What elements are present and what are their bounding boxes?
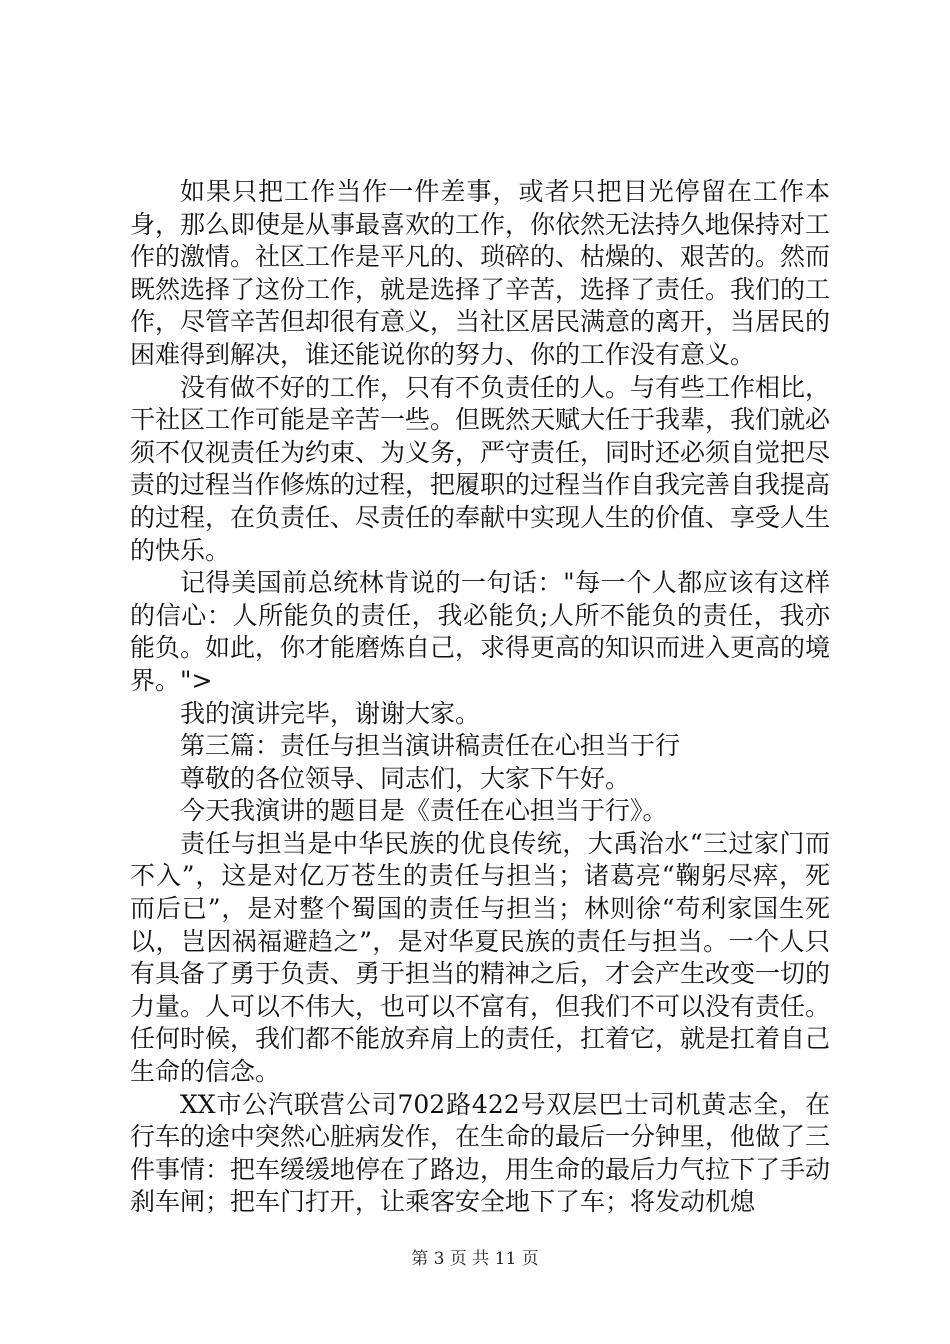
paragraph-greeting: 尊敬的各位领导、同志们，大家下午好。 <box>180 763 631 793</box>
paragraph-3: 记得美国前总统林肯说的一句话："每一个人都应该有这样的信心：人所能负的责任，我必能负;人所不能负的责任，我亦能负。如此，你才能磨炼自己，求得更高的知识而进入更高的境界。"> <box>130 568 831 695</box>
paragraph-topic: 今天我演讲的题目是《责任在心担当于行》。 <box>180 796 668 826</box>
page-footer <box>0 1244 950 1269</box>
document-body <box>130 176 830 1219</box>
paragraph-5: 责任与担当是中华民族的优良传统，大禹治水“三过家门而不入”，这是对亿万苍生的责任与担当；诸葛亮“鞠躬尽瘁，死而后已”，是对整个蜀国的责任与担当；林则徐“苟利家国生死以，岂因祸福避趋之”，是对华夏民族的责任与担当。一个人只有具备了勇于负责、勇于担当的精神之后，才会产生改变一切的力量。人可以不伟大，也可以不富有，但我们不可以没有责任。任何时候，我们都不能放弃肩上的责任，扛着它，就是扛着自己生命的信念。 <box>130 828 831 1087</box>
paragraph-2: 没有做不好的工作，只有不负责任的人。与有些工作相比，干社区工作可能是辛苦一些。但既然天赋大任于我辈，我们就必须不仅视责任为约束、为义务，严守责任，同时还必须自觉把尽责的过程当作修炼的过程，把履职的过程当作自我完善自我提高的过程，在负责任、尽责任的奉献中实现人生的价值、享受人生的快乐。 <box>130 372 831 565</box>
paragraph-4: 我的演讲完毕，谢谢大家。 <box>180 698 481 728</box>
total-pages: 共 11 页 <box>472 1249 539 1269</box>
page-number: 第 3 页 <box>411 1249 467 1269</box>
section-heading: 第三篇：责任与担当演讲稿责任在心担当于行 <box>180 731 681 761</box>
paragraph-6: XX市公汽联营公司702路422号双层巴士司机黄志全，在行车的途中突然心脏病发作，在生命的最后一分钟里，他做了三件事情：把车缓缓地停在了路边，用生命的最后力气拉下了手动刹车闸；把车门打开，让乘客安全地下了车；将发动机熄 <box>130 1089 831 1217</box>
paragraph-1: 如果只把工作当作一件差事，或者只把目光停留在工作本身，那么即使是从事最喜欢的工作，你依然无法持久地保持对工作的激情。社区工作是平凡的、琐碎的、枯燥的、艰苦的。然而既然选择了这份工作，就是选择了辛苦，选择了责任。我们的工作，尽管辛苦但却很有意义，当社区居民满意的离开，当居民的困难得到解决，谁还能说你的努力、你的工作没有意义。 <box>130 177 831 369</box>
